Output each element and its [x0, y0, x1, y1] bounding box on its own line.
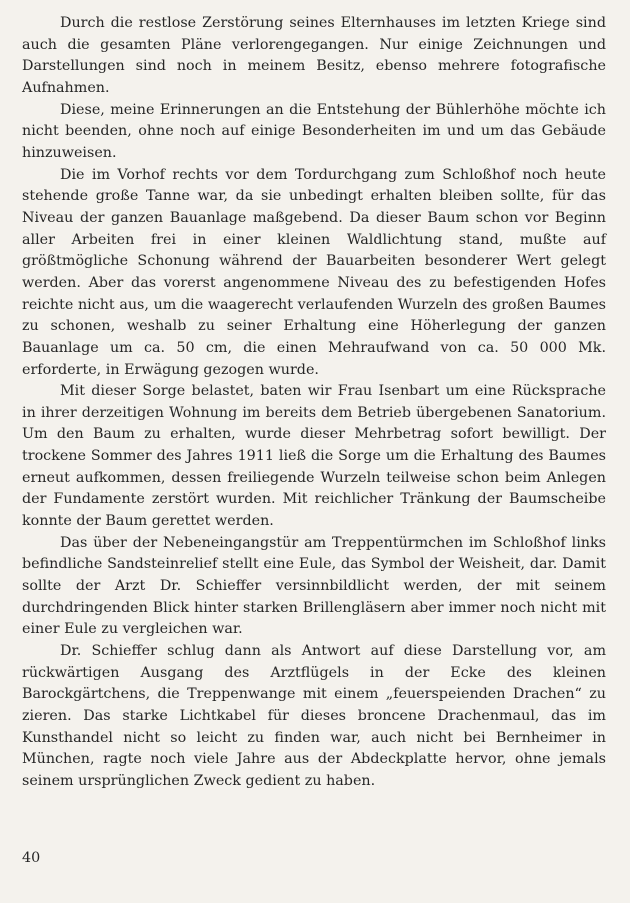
- paragraph: Durch die restlose Zerstörung seines Elternhauses im letzten Kriege sind auch die gesamten Pläne verlorengegangen. Nur einige Zeichnungen und Darstellungen sind noch in meinem Besitz, ebenso mehrere fotografische Aufnahmen.: [22, 15, 606, 96]
- paragraph: Diese, meine Erinnerungen an die Entstehung der Bühlerhöhe möchte ich nicht beenden, ohne noch auf einige Besonderheiten im und um das Gebäude hinzuweisen.: [22, 101, 606, 161]
- paragraph: Die im Vorhof rechts vor dem Tordurchgang zum Schloßhof noch heute stehende große Tanne war, da sie unbedingt erhalten bleiben sollte, für das Niveau der ganzen Bauanlage maßgebend. Da dieser Baum schon vor Beginn aller Arbeiten frei in einer kleinen Waldlichtung stand, mußte auf größtmögliche Schonung während der Bauarbeiten besonderer Wert gelegt werden. Aber das vorerst angenommene Niveau des zu befestigenden Hofes reichte nicht aus, um die waagerecht verlaufenden Wurzeln des großen Baumes zu schonen, weshalb zu seiner Erhaltung eine Höherlegung der ganzen Bauanlage um ca. 50 cm, die einen Mehraufwand von ca. 50 000 Mk. erforderte, in Erwägung gezogen wurde.: [22, 166, 606, 378]
- body-text: [22, 13, 606, 793]
- paragraph: Dr. Schieffer schlug dann als Antwort auf diese Darstellung vor, am rückwärtigen Ausgang des Arztflügels in der Ecke des kleinen Barockgärtchens, die Treppenwange mit einem „feuerspeienden Drachen“ zu zieren. Das starke Lichtkabel für dieses broncene Drachenmaul, das im Kunsthandel nicht so leicht zu finden war, auch nicht bei Bernheimer in München, ragte noch viele Jahre aus der Abdeckplatte hervor, ohne jemals seinem ursprünglichen Zweck gedient zu haben.: [22, 643, 606, 789]
- paragraph: Das über der Nebeneingangstür am Treppentürmchen im Schloßhof links befindliche Sandsteinrelief stellt eine Eule, das Symbol der Weisheit, dar. Damit sollte der Arzt Dr. Schieffer versinnbildlicht werden, der mit seinem durchdringenden Blick hinter starken Brillengläsern aber immer noch nicht mit einer Eule zu vergleichen war.: [22, 534, 606, 638]
- paragraph: Mit dieser Sorge belastet, baten wir Frau Isenbart um eine Rücksprache in ihrer derzeitigen Wohnung im bereits dem Betrieb übergebenen Sanatorium. Um den Baum zu erhalten, wurde dieser Mehrbetrag sofort bewilligt. Der trockene Sommer des Jahres 1911 ließ die Sorge um die Erhaltung des Baumes erneut aufkommen, dessen freiliegende Wurzeln teilweise schon beim Anlegen der Fundamente zerstört wurden. Mit reichlicher Tränkung der Baumscheibe konnte der Baum gerettet werden.: [22, 383, 606, 530]
- page-number: 40: [22, 850, 41, 866]
